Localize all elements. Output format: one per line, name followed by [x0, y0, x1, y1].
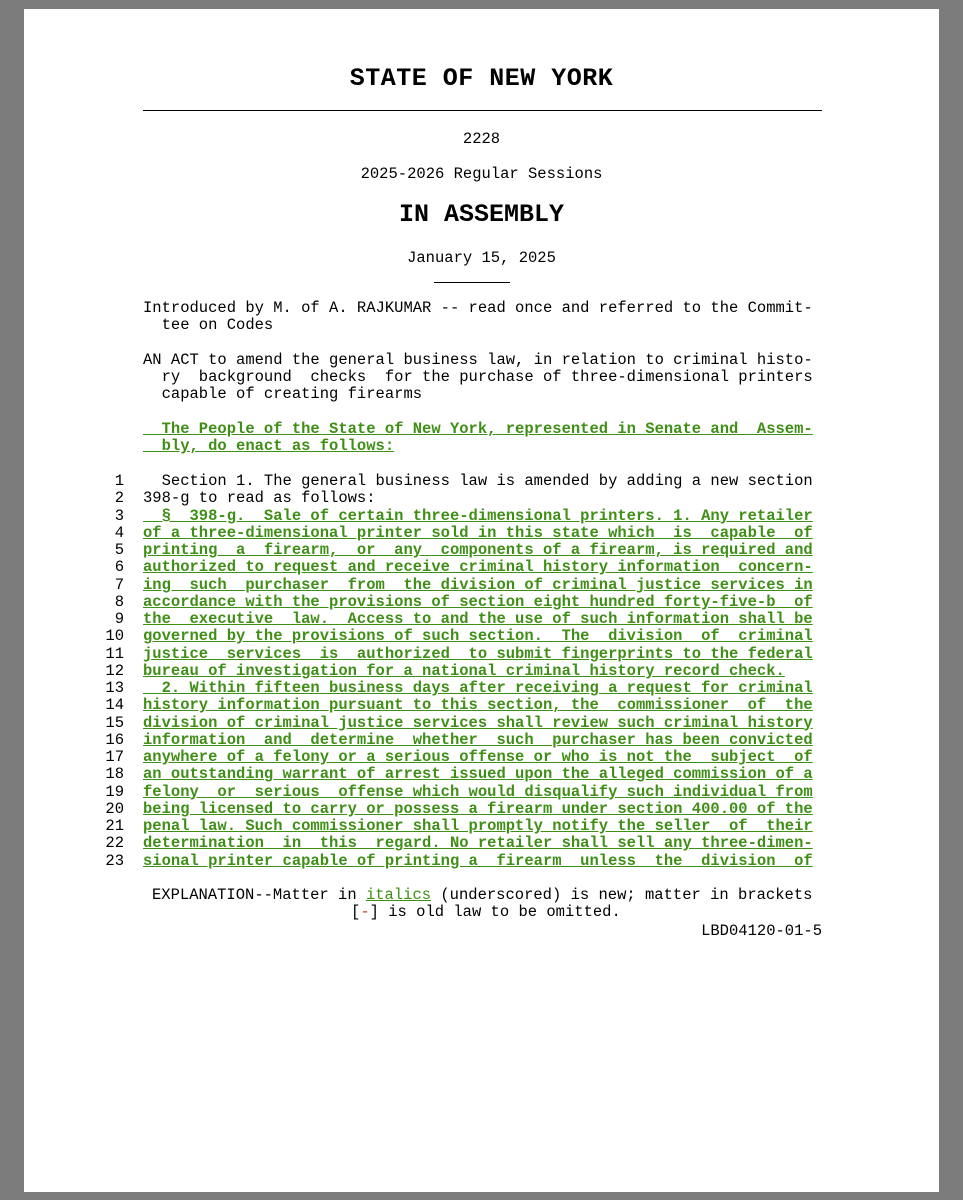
line-number: 17	[105, 748, 124, 766]
line-text-new-matter: penal law. Such commissioner shall promptly notify the seller of their	[143, 817, 813, 835]
explanation-prefix: EXPLANATION--Matter in	[152, 886, 366, 904]
line-text-new-matter: ing such purchaser from the division of criminal justice services in	[143, 575, 813, 594]
line-text-new-matter: justice services is authorized to submit fingerprints to the federal	[143, 644, 813, 663]
bill-line	[0, 646, 963, 663]
line-text-new-matter: of a three-dimensional printer sold in this state which is capable of	[143, 523, 813, 542]
line-text-new-matter: § 398-g. Sale of certain three-dimensional printers. 1. Any retailer	[143, 506, 813, 525]
title-rule	[143, 110, 822, 111]
line-text-new-matter: printing a firearm, or any components of a firearm, is required and	[143, 541, 813, 559]
bill-number: 2228	[462, 130, 501, 148]
line-text-new-matter: authorized to request and receive criminal history information concern-	[143, 558, 813, 577]
line-text-new-matter: governed by the provisions of such section. The division of criminal	[143, 627, 813, 646]
bill-line	[0, 818, 963, 835]
house-title: IN ASSEMBLY	[398, 200, 565, 229]
bill-line	[0, 732, 963, 749]
line-text-new-matter: anywhere of a felony or a serious offense or who is not the subject of	[143, 748, 813, 766]
bill-line	[0, 680, 963, 697]
line-number: 1	[114, 472, 124, 490]
bill-line	[0, 766, 963, 783]
explanation-middle: (underscored) is new; matter in brackets	[431, 886, 813, 904]
bill-line	[0, 525, 963, 542]
line-number: 11	[105, 644, 124, 663]
line-text: 398-g to read as follows:	[143, 489, 376, 508]
bill-line	[0, 473, 963, 490]
session-label: 2025-2026 Regular Sessions	[360, 165, 603, 183]
line-number: 20	[105, 799, 124, 818]
line-text-new-matter: sional printer capable of printing a firearm unless the division of	[143, 851, 813, 870]
line-text-new-matter: information and determine whether such purchaser has been convicted	[143, 730, 813, 749]
line-number: 8	[114, 592, 124, 611]
act-title: AN ACT to amend the general business law, in relation to criminal histo- ry background checks for the purchase of three-dimensional printers capable of creating firearms	[143, 351, 813, 404]
line-text-new-matter: accordance with the provisions of section eight hundred forty-five-b of	[143, 592, 813, 611]
line-number: 18	[105, 765, 124, 784]
explanation-line-1	[152, 887, 812, 904]
line-number: 14	[105, 696, 124, 715]
bill-line	[0, 628, 963, 645]
bill-date: January 15, 2025	[407, 249, 556, 267]
line-text-new-matter: the executive law. Access to and the use of such information shall be	[143, 610, 813, 628]
line-number: 4	[114, 523, 124, 542]
line-number: 2	[114, 489, 124, 508]
line-number: 23	[105, 851, 124, 870]
line-number: 15	[105, 713, 124, 732]
line-text-new-matter: felony or serious offense which would disqualify such individual from	[143, 782, 813, 801]
bill-line	[0, 542, 963, 559]
line-number: 12	[105, 661, 124, 680]
line-number: 19	[105, 782, 124, 801]
line-text-new-matter: bureau of investigation for a national criminal history record check.	[143, 661, 785, 680]
introduction-text: Introduced by M. of A. RAJKUMAR -- read once and referred to the Commit- tee on Codes	[143, 299, 813, 335]
bill-line	[0, 853, 963, 870]
line-text-new-matter: division of criminal justice services shall review such criminal history	[143, 713, 813, 732]
line-text-new-matter: 2. Within fifteen business days after receiving a request for criminal	[143, 679, 813, 697]
line-number: 3	[114, 506, 124, 525]
bill-line	[0, 508, 963, 525]
bracket-open: [	[351, 903, 361, 922]
bill-line	[0, 715, 963, 732]
line-text-new-matter: determination in this regard. No retailer shall sell any three-dimen-	[143, 834, 813, 853]
line-number: 21	[105, 817, 124, 835]
explanation-line-2	[351, 904, 621, 921]
line-number: 13	[105, 679, 124, 697]
explanation-suffix: is old law to be omitted.	[378, 903, 621, 922]
bill-line	[0, 801, 963, 818]
bracket-dash: -	[360, 903, 370, 922]
line-number: 10	[105, 627, 124, 646]
line-text-new-matter: history information pursuant to this section, the commissioner of the	[143, 696, 813, 715]
line-number: 16	[105, 730, 124, 749]
line-number: 9	[114, 610, 124, 628]
line-text: Section 1. The general business law is amended by adding a new section	[143, 472, 813, 490]
bill-line	[0, 611, 963, 628]
bracket-close: ]	[369, 903, 379, 922]
bill-line	[0, 577, 963, 594]
line-number: 6	[114, 558, 124, 577]
line-text-new-matter: being licensed to carry or possess a firearm under section 400.00 of the	[143, 799, 813, 818]
bill-line	[0, 749, 963, 766]
bill-line	[0, 835, 963, 852]
state-title: STATE OF NEW YORK	[349, 64, 614, 93]
explanation-italics-word: italics	[365, 886, 432, 904]
enacting-clause: The People of the State of New York, represented in Senate and Assem- bly, do enact as follows:	[161, 420, 813, 456]
line-number: 5	[114, 541, 124, 559]
bill-line	[0, 559, 963, 576]
bill-body	[0, 473, 963, 870]
bill-line	[0, 697, 963, 714]
document-code: LBD04120-01-5	[701, 922, 822, 940]
bill-line	[0, 663, 963, 680]
bill-line	[0, 784, 963, 801]
bill-line	[0, 490, 963, 507]
line-number: 22	[105, 834, 124, 853]
line-number: 7	[114, 575, 124, 594]
bill-line	[0, 594, 963, 611]
date-rule	[434, 282, 510, 283]
line-text-new-matter: an outstanding warrant of arrest issued upon the alleged commission of a	[143, 765, 813, 784]
